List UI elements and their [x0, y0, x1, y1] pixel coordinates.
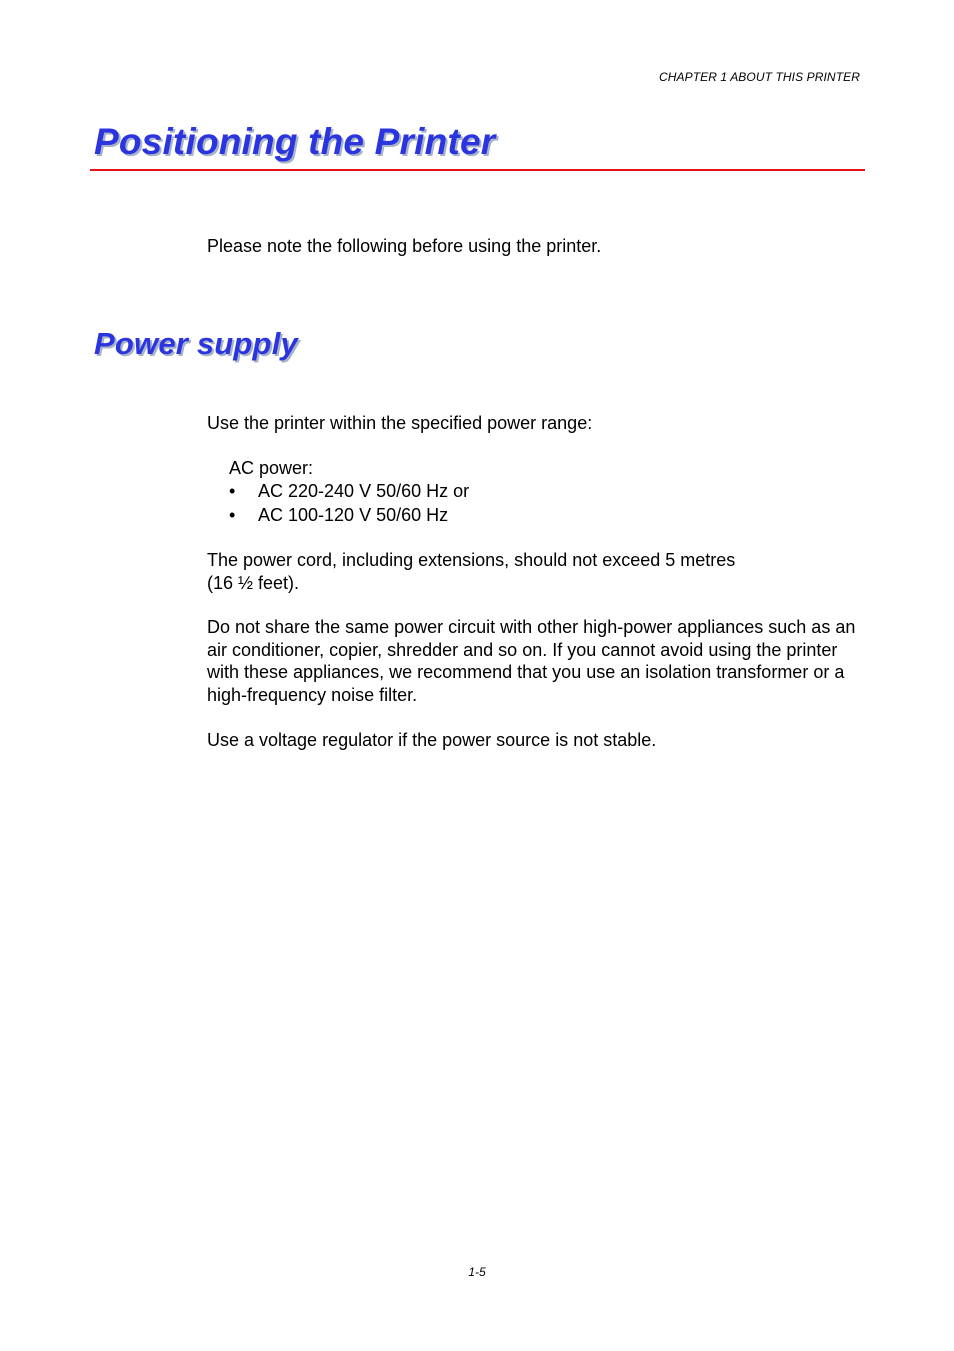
power-cord-line-2: (16 ½ feet).	[207, 572, 300, 593]
intro-paragraph: Please note the following before using the printer.	[207, 236, 602, 256]
list-item-text: AC 220-240 V 50/60 Hz or	[258, 481, 470, 501]
section-title: Positioning the Printer	[94, 121, 496, 162]
bullet-icon: •	[229, 504, 236, 525]
ac-power-list	[207, 480, 469, 527]
bullet-icon: •	[229, 481, 236, 501]
list-item-text: AC 100-120 V 50/60 Hz	[258, 504, 449, 525]
voltage-regulator-paragraph: Use a voltage regulator if the power source is not stable.	[207, 730, 657, 750]
power-cord-paragraph	[207, 549, 857, 594]
title-rule	[90, 169, 865, 171]
list-item	[207, 480, 469, 504]
circuit-sharing-paragraph: Do not share the same power circuit with other high-power appliances such as an air conditioner, copier, shredder and so on. If you cannot avoid using the printer with these appliances, we recommend that you use an isolation transformer or a high-frequency noise filter.	[207, 617, 856, 705]
list-item	[207, 504, 469, 528]
power-cord-line-1: The power cord, including extensions, should not exceed 5 metres	[207, 550, 736, 570]
ac-power-label: AC power:	[229, 458, 314, 478]
running-header: CHAPTER 1 ABOUT THIS PRINTER	[658, 70, 860, 84]
power-range-lead: Use the printer within the specified power range:	[207, 413, 593, 433]
page-number: 1-5	[468, 1265, 486, 1279]
subsection-title: Power supply	[94, 326, 298, 361]
